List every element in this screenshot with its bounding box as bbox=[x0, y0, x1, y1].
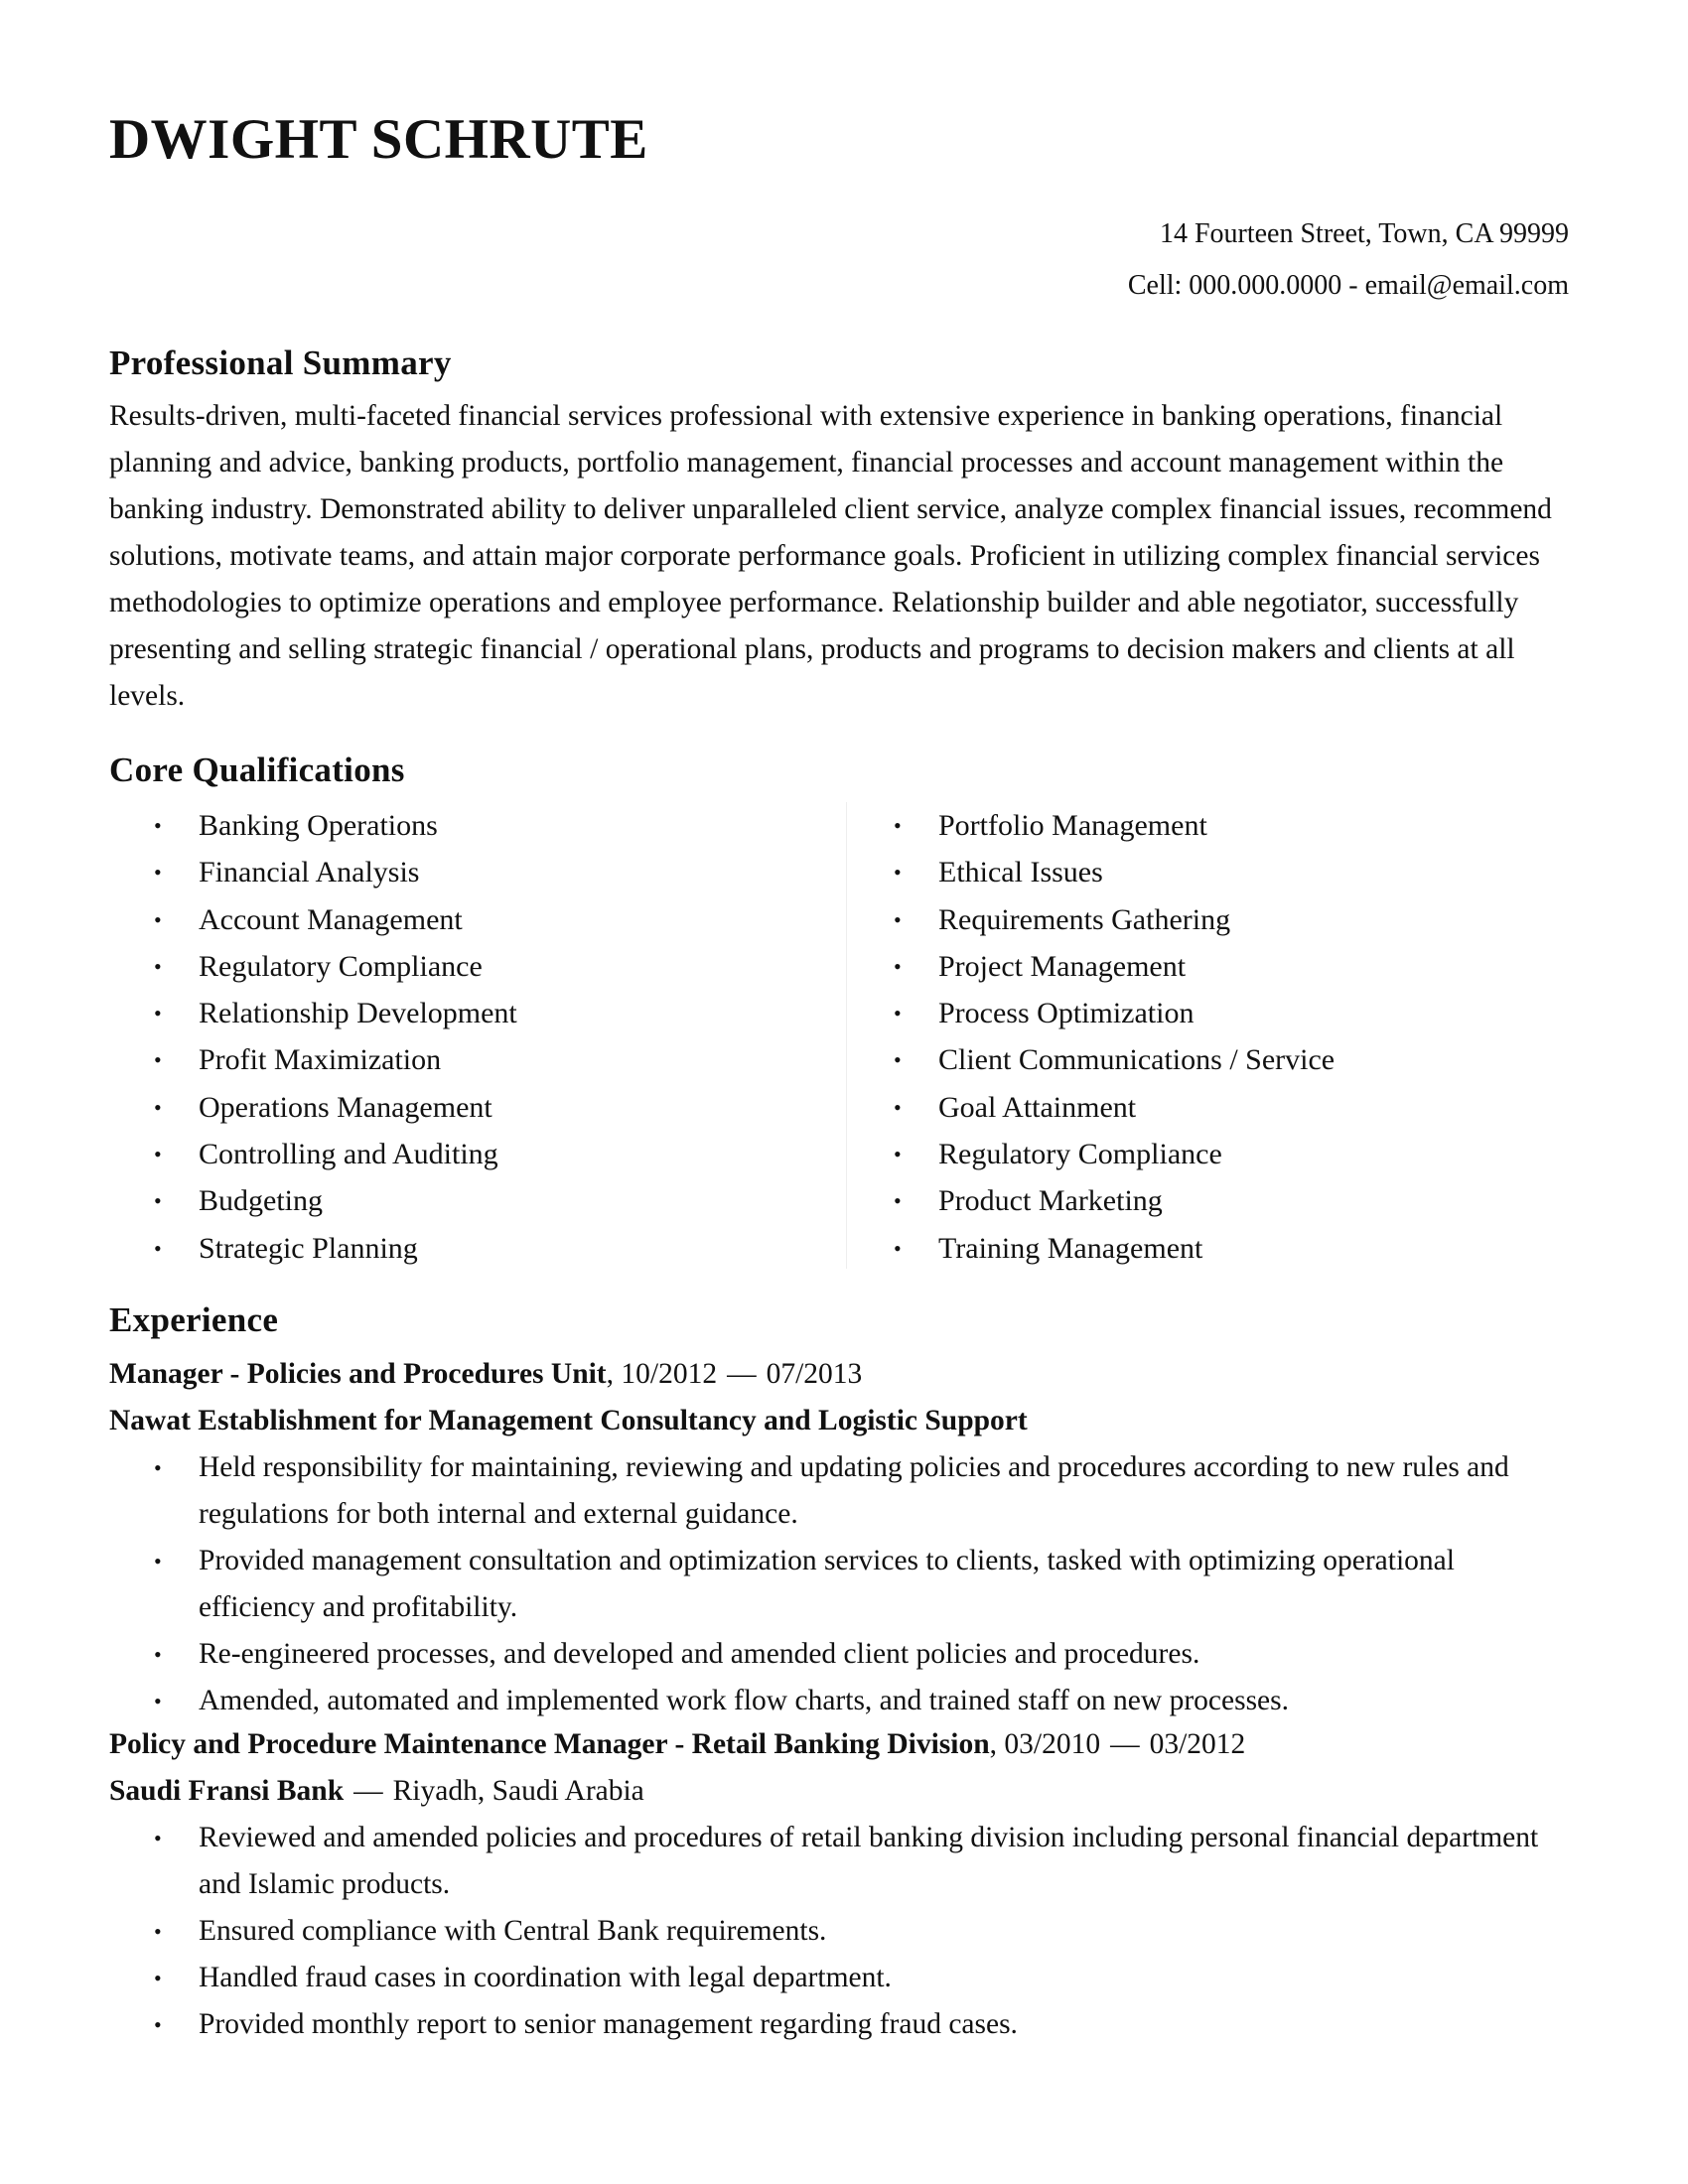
qualification-item: • Goal Attainment bbox=[894, 1090, 1137, 1124]
bullet-icon: • bbox=[154, 1549, 162, 1573]
bullet-icon: • bbox=[154, 1919, 162, 1944]
bullet-icon: • bbox=[894, 1094, 902, 1120]
bullet-icon: • bbox=[894, 1047, 902, 1073]
date-separator: — bbox=[727, 1358, 757, 1390]
qualification-item: • Regulatory Compliance bbox=[894, 1138, 1222, 1171]
bullet-icon: • bbox=[154, 860, 162, 886]
job-bullets bbox=[109, 1815, 1569, 2048]
bullet-icon: • bbox=[154, 1689, 162, 1713]
bullet-icon: • bbox=[154, 1966, 162, 1990]
bullet-icon: • bbox=[154, 1188, 162, 1214]
job-title-line: Policy and Procedure Maintenance Manager - Retail Banking Division, 03/2010 — 03/2012 bbox=[109, 1721, 1569, 1768]
job-bullet: • Reviewed and amended policies and procedures of retail banking division including personal financial department and Islamic products. bbox=[154, 1822, 1539, 1900]
column-divider bbox=[846, 802, 847, 1269]
qualification-item: • Requirements Gathering bbox=[894, 902, 1231, 936]
job-bullet: • Re-engineered processes, and developed and amended client policies and procedures. bbox=[154, 1638, 1200, 1670]
job-bullet: • Provided management consultation and optimization services to clients, tasked with optimizing operational efficiency and profitability. bbox=[154, 1545, 1455, 1623]
qualification-item: • Strategic Planning bbox=[154, 1231, 418, 1265]
qualification-item: • Financial Analysis bbox=[154, 856, 420, 889]
bullet-icon: • bbox=[154, 953, 162, 979]
contact-block bbox=[1128, 208, 1569, 312]
qualification-item: • Client Communications / Service bbox=[894, 1043, 1336, 1077]
summary-text: Results-driven, multi-faceted financial services professional with extensive experience in banking operations, financial planning and advice, banking products, portfolio management, financial processes and account management within the banking industry. Demonstrated ability to deliver unparalleled client service, analyze complex financial issues, recommend solutions, motivate teams, and attain major corporate performance goals. Proficient in utilizing complex financial services methodologies to optimize operations and employee performance. Relationship builder and able negotiator, successfully presenting and selling strategic financial / operational plans, products and programs to decision makers and clients at all levels. bbox=[109, 400, 1552, 712]
company-line bbox=[109, 1398, 1569, 1444]
bullet-icon: • bbox=[894, 953, 902, 979]
qualifications-right-column bbox=[849, 802, 1544, 1272]
qualifications-grid bbox=[109, 802, 1569, 1279]
qualifications-heading: Core Qualifications bbox=[109, 751, 405, 789]
qualification-item: • Controlling and Auditing bbox=[154, 1138, 498, 1171]
bullet-icon: • bbox=[894, 1001, 902, 1026]
bullet-icon: • bbox=[154, 1826, 162, 1850]
company-line bbox=[109, 1768, 1569, 1815]
job-start-date: 03/2010 bbox=[1004, 1728, 1101, 1760]
bullet-icon: • bbox=[894, 1235, 902, 1261]
job-title: Manager - Policies and Procedures Unit bbox=[109, 1358, 607, 1390]
job-bullet: • Handled fraud cases in coordination with legal department. bbox=[154, 1962, 892, 1993]
job-start-date: 10/2012 bbox=[621, 1358, 718, 1390]
candidate-name: DWIGHT SCHRUTE bbox=[109, 108, 648, 171]
qualification-item: • Ethical Issues bbox=[894, 856, 1103, 889]
qualification-item: • Profit Maximization bbox=[154, 1043, 442, 1077]
contact-address: 14 Fourteen Street, Town, CA 99999 bbox=[1159, 218, 1569, 249]
experience-entry bbox=[109, 1351, 1569, 1724]
company-location: Riyadh, Saudi Arabia bbox=[392, 1775, 644, 1807]
bullet-icon: • bbox=[894, 1142, 902, 1167]
qualification-item: • Training Management bbox=[894, 1231, 1203, 1265]
bullet-icon: • bbox=[154, 1642, 162, 1667]
bullet-icon: • bbox=[154, 1094, 162, 1120]
bullet-icon: • bbox=[154, 1001, 162, 1026]
bullet-icon: • bbox=[154, 813, 162, 838]
job-bullet: • Provided monthly report to senior management regarding fraud cases. bbox=[154, 2008, 1018, 2040]
job-end-date: 07/2013 bbox=[766, 1358, 863, 1390]
bullet-icon: • bbox=[154, 906, 162, 932]
bullet-icon: • bbox=[154, 1455, 162, 1480]
date-separator: — bbox=[1110, 1728, 1140, 1760]
company-name: Saudi Fransi Bank bbox=[109, 1775, 345, 1807]
qualification-item: • Portfolio Management bbox=[894, 809, 1207, 842]
qualifications-left-column bbox=[109, 802, 844, 1272]
company-name: Nawat Establishment for Management Consultancy and Logistic Support bbox=[109, 1405, 1028, 1436]
contact-phone-email: Cell: 000.000.0000 - email@email.com bbox=[1127, 270, 1569, 301]
job-title: Policy and Procedure Maintenance Manager - Retail Banking Division bbox=[109, 1728, 990, 1760]
job-bullet: • Ensured compliance with Central Bank requirements. bbox=[154, 1915, 827, 1947]
bullet-icon: • bbox=[894, 813, 902, 838]
bullet-icon: • bbox=[894, 860, 902, 886]
qualification-item: • Product Marketing bbox=[894, 1184, 1163, 1218]
bullet-icon: • bbox=[154, 1047, 162, 1073]
qualification-item: • Regulatory Compliance bbox=[154, 949, 483, 983]
job-title-line: Manager - Policies and Procedures Unit, 10/2012 — 07/2013 bbox=[109, 1351, 1569, 1398]
qualification-item: • Banking Operations bbox=[154, 809, 438, 842]
job-bullet: • Amended, automated and implemented work flow charts, and trained staff on new processes. bbox=[154, 1685, 1289, 1716]
qualification-item: • Process Optimization bbox=[894, 997, 1195, 1030]
experience-heading: Experience bbox=[109, 1300, 279, 1339]
bullet-icon: • bbox=[894, 906, 902, 932]
job-end-date: 03/2012 bbox=[1149, 1728, 1246, 1760]
experience-entry bbox=[109, 1721, 1569, 2048]
bullet-icon: • bbox=[154, 1142, 162, 1167]
summary-heading: Professional Summary bbox=[109, 343, 452, 382]
location-separator: — bbox=[353, 1775, 383, 1807]
job-bullet: • Held responsibility for maintaining, reviewing and updating policies and procedures according to new rules and regulations for both internal and external guidance. bbox=[154, 1451, 1509, 1530]
qualification-item: • Project Management bbox=[894, 949, 1187, 983]
bullet-icon: • bbox=[154, 1235, 162, 1261]
qualification-item: • Account Management bbox=[154, 902, 463, 936]
qualification-item: • Budgeting bbox=[154, 1184, 323, 1218]
qualification-item: • Operations Management bbox=[154, 1090, 492, 1124]
job-bullets bbox=[109, 1444, 1569, 1724]
qualification-item: • Relationship Development bbox=[154, 997, 517, 1030]
bullet-icon: • bbox=[894, 1188, 902, 1214]
bullet-icon: • bbox=[154, 2012, 162, 2037]
